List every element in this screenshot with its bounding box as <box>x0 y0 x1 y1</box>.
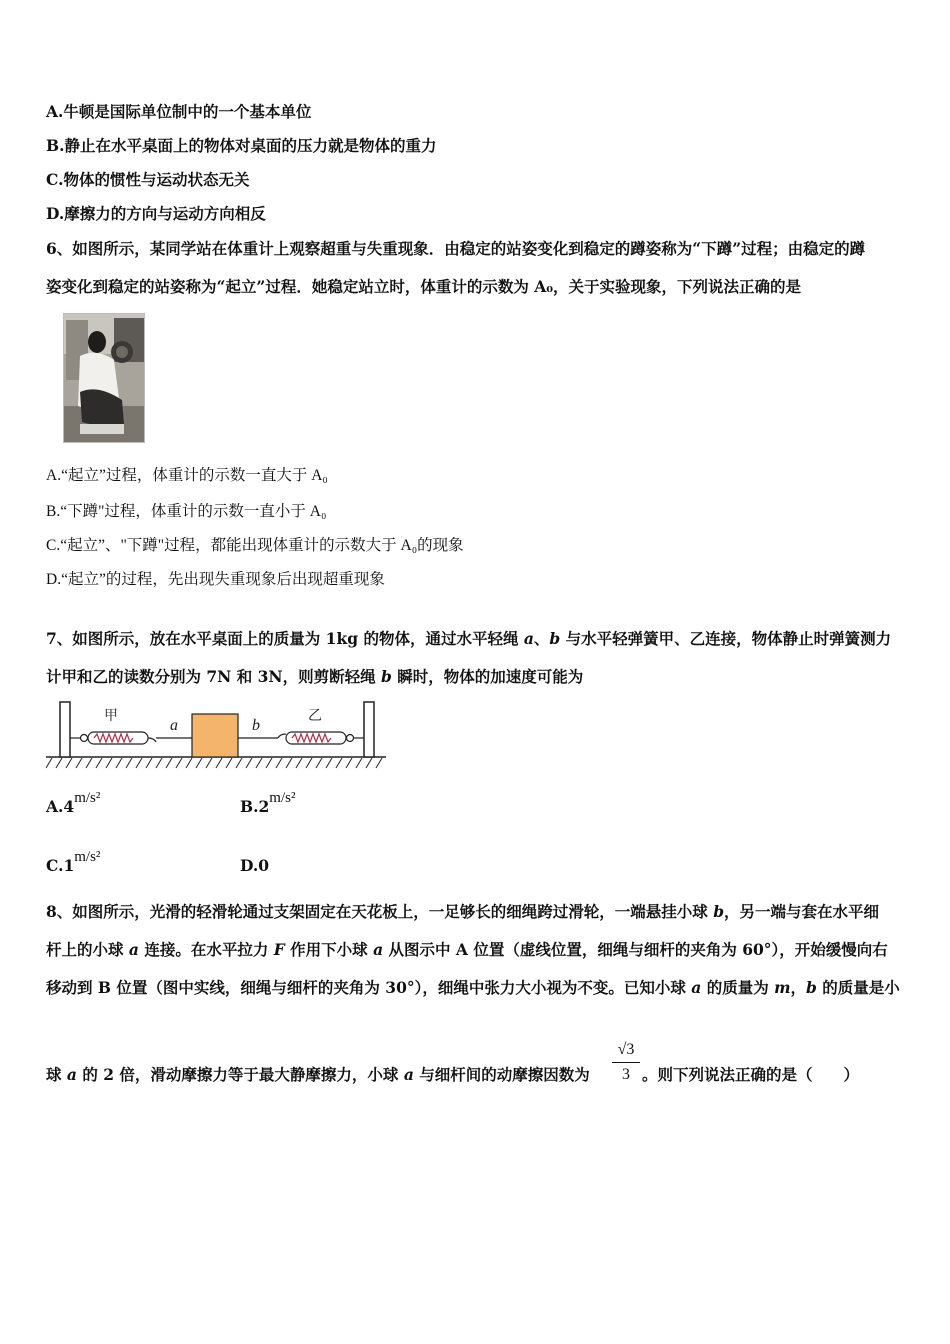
q6-option-b: B.“下蹲"过程，体重计的示数一直小于 A₀ <box>46 503 327 520</box>
q5-option-d: D.摩擦力的方向与运动方向相反 <box>46 204 266 223</box>
fraction-bar <box>612 1062 640 1063</box>
label-yi: 乙 <box>308 708 322 724</box>
q8-friction-coefficient-fraction <box>612 1040 640 1085</box>
q7-option-a: A.4m/s² <box>46 790 101 816</box>
q8-stem-line4-right: 。则下列说法正确的是（ ） <box>642 1065 860 1084</box>
q7-spring-block-diagram <box>46 700 388 772</box>
label-rope-b: b <box>252 717 260 734</box>
q7-stem-line2: 计甲和乙的读数分别为 7N 和 3N，则剪断轻绳 b 瞬时，物体的加速度可能为 <box>46 667 584 686</box>
q7-option-b: B.2m/s² <box>240 790 296 816</box>
q5-option-a: A.牛顿是国际单位制中的一个基本单位 <box>46 102 312 121</box>
q8-stem-line2: 杆上的小球 a 连接。在水平拉力 F 作用下小球 a 从图示中 A 位置（虚线位置，细绳与细杆的夹角为 60°），开始缓慢向右 <box>46 940 888 959</box>
label-rope-a: a <box>170 717 178 734</box>
q5-option-b: B.静止在水平桌面上的物体对桌面的压力就是物体的重力 <box>46 136 437 155</box>
q7-option-c: C.1m/s² <box>46 849 101 875</box>
q6-photo-squatting-student <box>63 313 145 443</box>
q7-stem-line1: 7、如图所示，放在水平桌面上的质量为 1kg 的物体，通过水平轻绳 a、b 与水平轻弹簧甲、乙连接，物体静止时弹簧测力 <box>46 629 892 648</box>
q6-stem-line2: 姿变化到稳定的站姿称为“起立”过程．她稳定站立时，体重计的示数为 A₀，关于实验现象，下列说法正确的是 <box>46 277 802 296</box>
fraction-numerator: √3 <box>617 1041 635 1058</box>
q6-option-a: A.“起立”过程，体重计的示数一直大于 A₀ <box>46 467 328 484</box>
q6-stem-line1: 6、如图所示，某同学站在体重计上观察超重与失重现象．由稳定的站姿变化到稳定的蹲姿称为“下蹲”过程；由稳定的蹲 <box>46 239 866 258</box>
q5-option-c: C.物体的惯性与运动状态无关 <box>46 170 250 189</box>
block <box>192 714 238 757</box>
q8-stem-line1: 8、如图所示，光滑的轻滑轮通过支架固定在天花板上，一足够长的细绳跨过滑轮，一端悬挂小球 b，另一端与套在水平细 <box>46 902 880 921</box>
q6-option-d: D.“起立”的过程，先出现失重现象后出现超重现象 <box>46 571 385 588</box>
q6-option-c: C.“起立”、"下蹲"过程，都能出现体重计的示数大于 A₀的现象 <box>46 537 464 554</box>
right-wall <box>364 702 374 757</box>
q8-stem-line3: 移动到 B 位置（图中实线，细绳与细杆的夹角为 30°），细绳中张力大小视为不变。已知小球 a 的质量为 m，b 的质量是小 <box>46 978 900 997</box>
fraction-denominator: 3 <box>622 1066 630 1083</box>
q7-option-d: D.0 <box>240 856 270 875</box>
left-wall <box>60 702 70 757</box>
label-jia: 甲 <box>104 708 118 724</box>
q6-photo-illustration <box>64 314 144 442</box>
q8-stem-line4-left: 球 a 的 2 倍，滑动摩擦力等于最大静摩擦力，小球 a 与细杆间的动摩擦因数为 <box>46 1065 590 1084</box>
